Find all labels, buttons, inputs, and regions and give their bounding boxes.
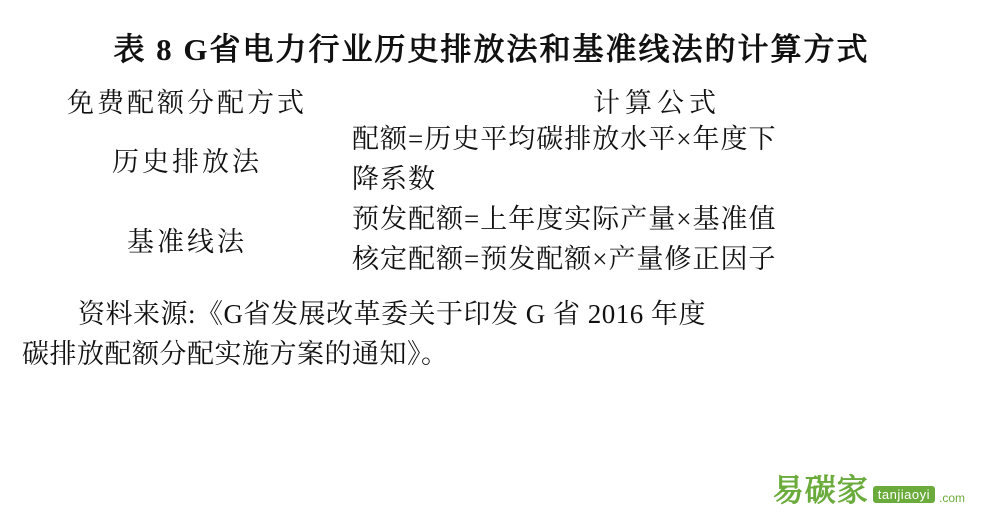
table-header-row xyxy=(22,81,962,120)
formula-line: 降系数 xyxy=(352,163,436,194)
source-note-line-2: 碳排放配额分配实施方案的通知》。 xyxy=(22,339,449,370)
formula-line: 预发配额=上年度实际产量×基准值 xyxy=(352,203,777,234)
watermark-pinyin-badge: tanjiaoyi xyxy=(873,486,935,503)
watermark-brand-text: 易碳家 xyxy=(772,473,869,508)
row-method-historical: 历史排放法 xyxy=(112,147,262,178)
calculation-method-table xyxy=(22,81,962,280)
row-formula-historical xyxy=(352,120,962,200)
table-title: 表 8 G省电力行业历史排放法和基准线法的计算方式 xyxy=(113,32,870,67)
formula-line: 核定配额=预发配额×产量修正因子 xyxy=(352,243,777,274)
watermark xyxy=(773,475,965,506)
source-note-line-1: 资料来源:《G省发展改革委关于印发 G 省 2016 年度 xyxy=(78,298,706,329)
header-cell-allocation-method: 免费配额分配方式 xyxy=(67,88,307,118)
table-row xyxy=(22,120,962,200)
formula-line: 配额=历史平均碳排放水平×年度下 xyxy=(352,124,777,154)
watermark-domain-text: .com xyxy=(938,491,965,505)
table-row xyxy=(22,200,962,280)
header-cell-formula: 计算公式 xyxy=(593,88,721,118)
row-method-benchmark: 基准线法 xyxy=(127,227,247,258)
source-note xyxy=(22,294,962,375)
row-formula-benchmark xyxy=(352,200,962,280)
